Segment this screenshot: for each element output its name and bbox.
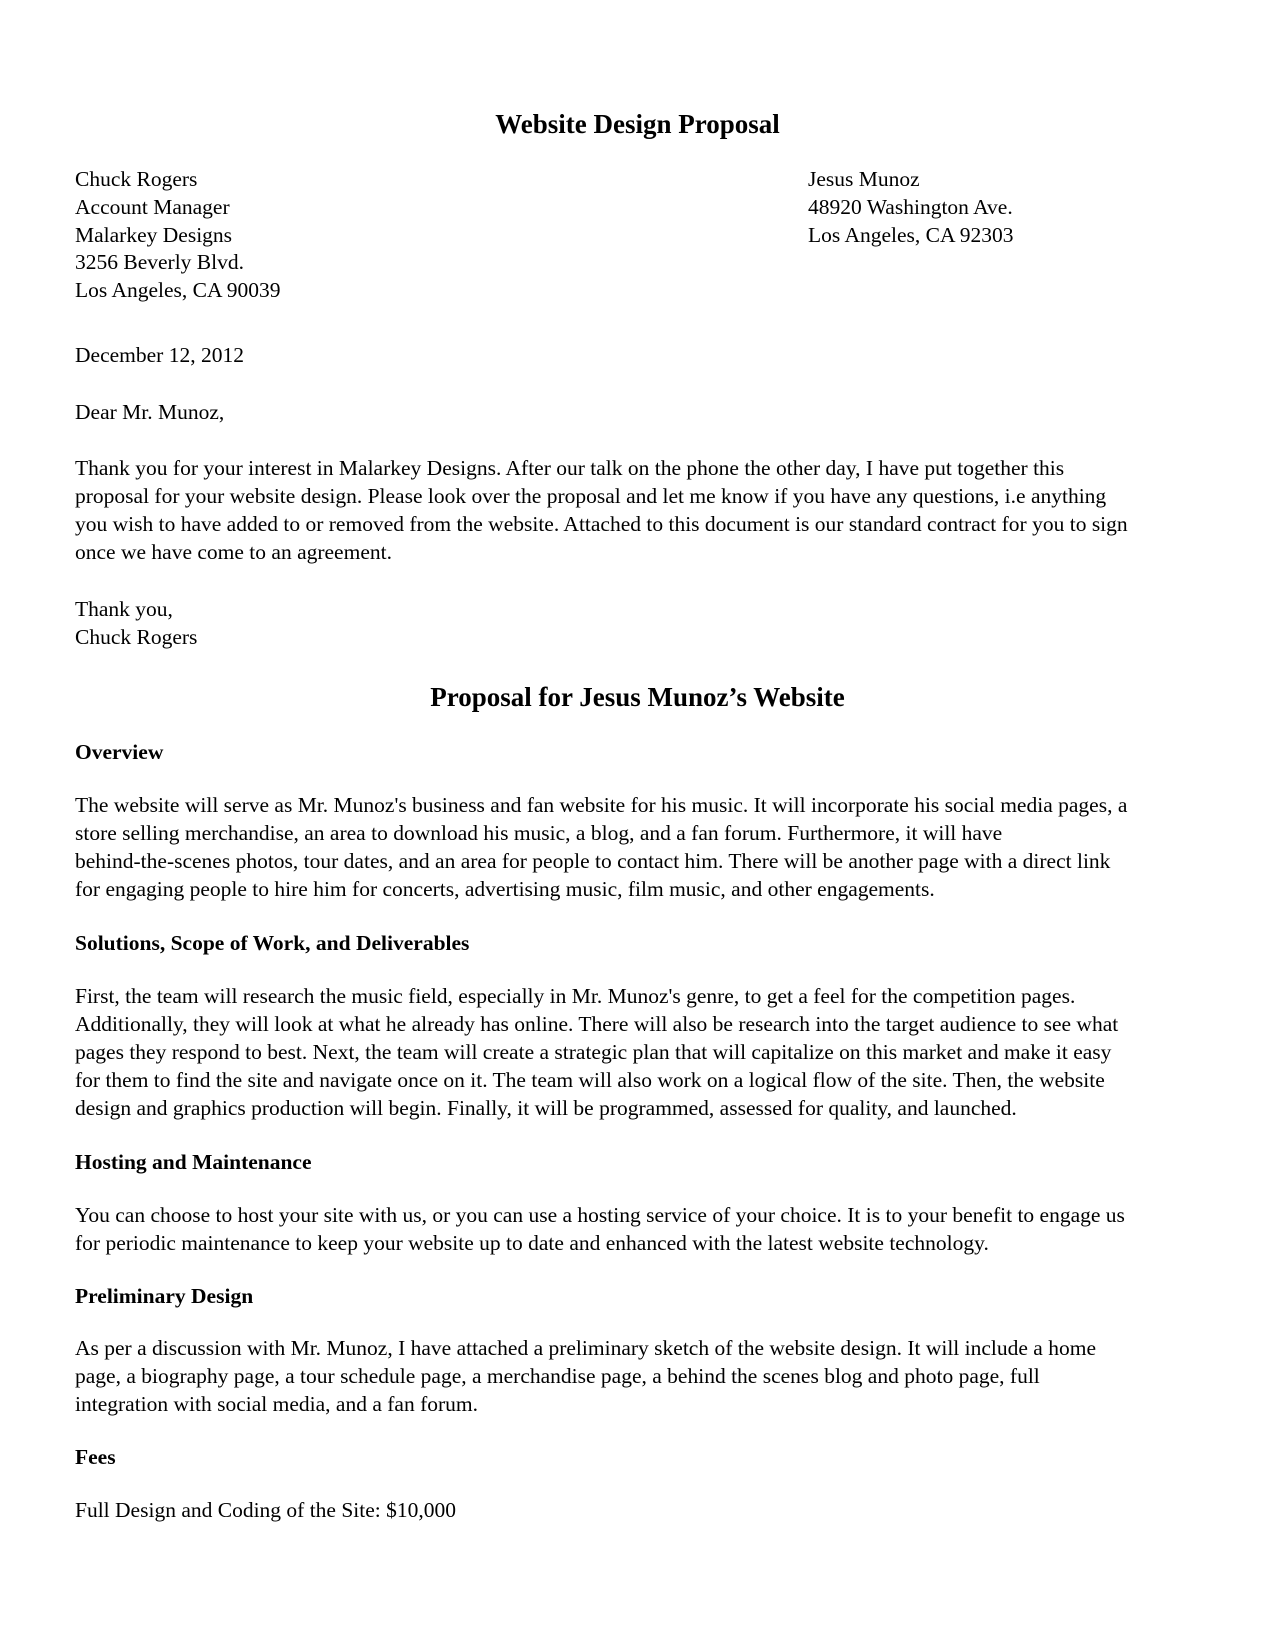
section-body-preliminary-design bbox=[75, 1334, 1207, 1418]
section-heading-preliminary-design: Preliminary Design bbox=[75, 1284, 254, 1308]
salutation: Dear Mr. Munoz, bbox=[75, 400, 225, 424]
sender-street: 3256 Beverly Blvd. bbox=[75, 250, 244, 275]
body-line: As per a discussion with Mr. Munoz, I have attached a preliminary sketch of the website design. It will include a home bbox=[75, 1336, 1096, 1360]
sender-address bbox=[75, 166, 280, 305]
body-line: Additionally, they will look at what he already has online. There will also be research into the target audience to see what bbox=[75, 1012, 1119, 1036]
sender-city: Los Angeles, CA 90039 bbox=[75, 278, 281, 303]
body-line: behind-the-scenes photos, tour dates, and an area for people to contact him. There will be another page with a direct link bbox=[75, 849, 1111, 873]
sender-position: Account Manager bbox=[75, 194, 230, 219]
recipient-address bbox=[808, 166, 1013, 249]
body-line: for engaging people to hire him for concerts, advertising music, film music, and other engagements. bbox=[75, 877, 935, 901]
sender-name: Chuck Rogers bbox=[75, 167, 198, 191]
recipient-name: Jesus Munoz bbox=[808, 167, 920, 191]
section-heading-scope: Solutions, Scope of Work, and Deliverables bbox=[75, 931, 470, 955]
body-line: design and graphics production will begin. Finally, it will be programmed, assessed for quality, and launched. bbox=[75, 1096, 1017, 1120]
body-line: The website will serve as Mr. Munoz's business and fan website for his music. It will incorporate his social media pages, a bbox=[75, 793, 1128, 817]
closing-name: Chuck Rogers bbox=[75, 625, 198, 649]
sender-company: Malarkey Designs bbox=[75, 222, 233, 247]
body-line: integration with social media, and a fan forum. bbox=[75, 1392, 478, 1416]
body-line: for periodic maintenance to keep your website up to date and enhanced with the latest website technology. bbox=[75, 1231, 989, 1255]
body-line: First, the team will research the music field, especially in Mr. Munoz's genre, to get a feel for the competition pages. bbox=[75, 984, 1076, 1008]
body-line: You can choose to host your site with us, or you can use a hosting service of your choice. It is to your benefit to engage us bbox=[75, 1203, 1125, 1227]
intro-line: you wish to have added to or removed from the website. Attached to this document is our standard contract for you to sign bbox=[75, 512, 1128, 536]
body-line: page, a biography page, a tour schedule page, a merchandise page, a behind the scenes blog and photo page, full bbox=[75, 1364, 1040, 1388]
recipient-street: 48920 Washington Ave. bbox=[808, 194, 1013, 219]
letter-date: December 12, 2012 bbox=[75, 343, 244, 367]
document-title: Website Design Proposal bbox=[495, 109, 780, 139]
section-body-hosting bbox=[75, 1201, 1207, 1257]
section-heading-fees: Fees bbox=[75, 1445, 116, 1469]
recipient-city: Los Angeles, CA 92303 bbox=[808, 222, 1014, 247]
section-body-fees bbox=[75, 1496, 1207, 1524]
section-heading-hosting: Hosting and Maintenance bbox=[75, 1150, 312, 1174]
section-body-scope bbox=[75, 982, 1207, 1122]
body-line: pages they respond to best. Next, the team will create a strategic plan that will capitalize on this market and make it easy bbox=[75, 1040, 1112, 1064]
section-heading-overview: Overview bbox=[75, 740, 164, 764]
proposal-title: Proposal for Jesus Munoz’s Website bbox=[430, 682, 845, 712]
intro-paragraph bbox=[75, 454, 1207, 566]
fee-line: Full Design and Coding of the Site: $10,000 bbox=[75, 1498, 457, 1522]
body-line: store selling merchandise, an area to download his music, a blog, and a fan forum. Furthermore, it will have bbox=[75, 821, 1003, 845]
intro-line: once we have come to an agreement. bbox=[75, 540, 392, 564]
section-body-overview bbox=[75, 791, 1207, 903]
intro-line: proposal for your website design. Please look over the proposal and let me know if you have any questions, i.e anything bbox=[75, 484, 1107, 508]
body-line: for them to find the site and navigate once on it. The team will also work on a logical flow of the site. Then, the website bbox=[75, 1068, 1105, 1092]
intro-line: Thank you for your interest in Malarkey Designs. After our talk on the phone the other day, I have put together this bbox=[75, 456, 1065, 480]
closing: Thank you, bbox=[75, 597, 173, 621]
